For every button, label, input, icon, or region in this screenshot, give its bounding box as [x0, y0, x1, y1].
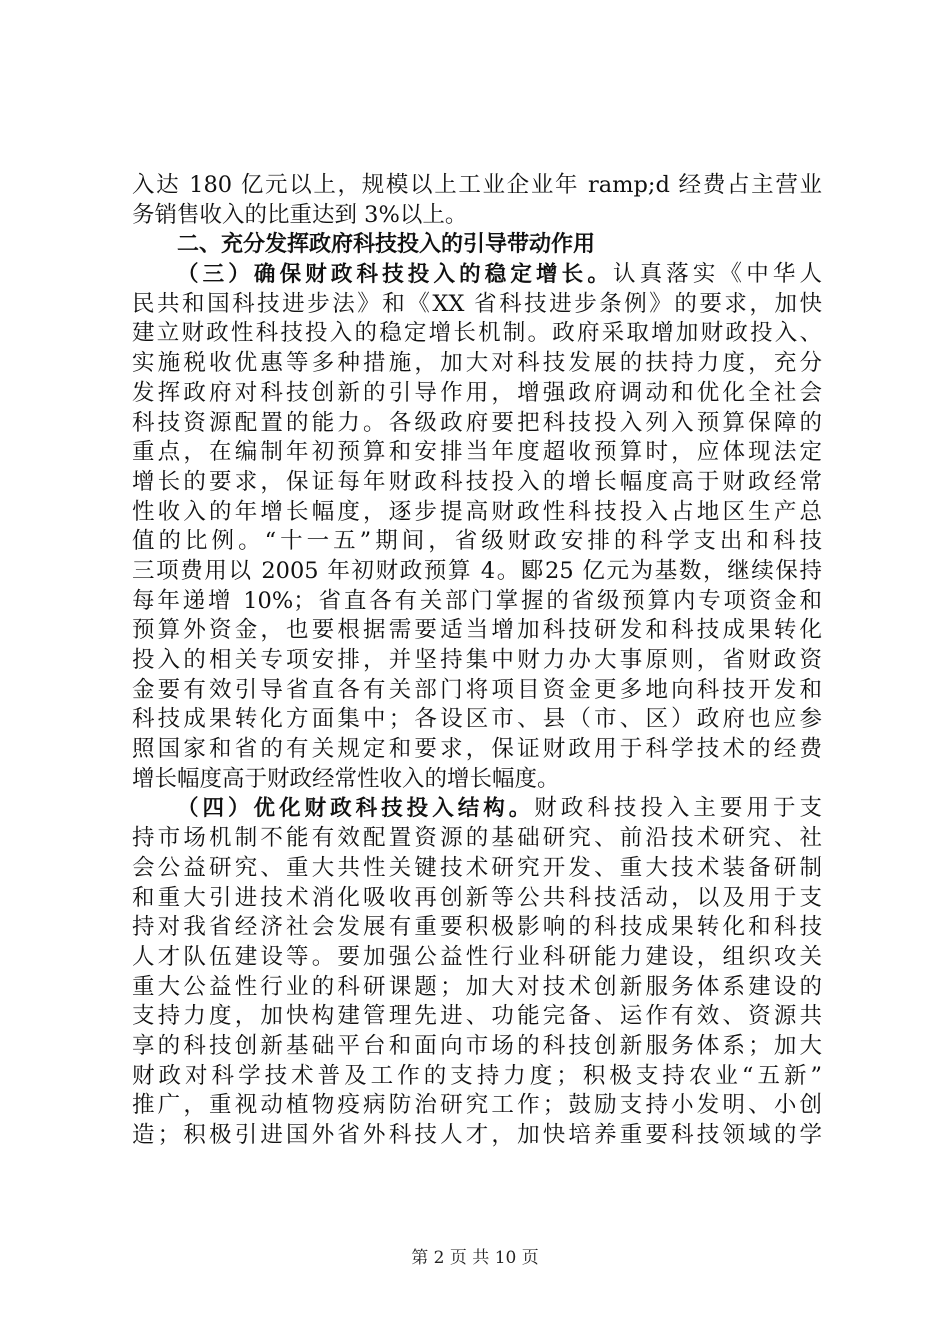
body-line: 金要有效引导省直各有关部门将项目资金更多地向科技开发和 — [132, 676, 822, 703]
body-line: 增长幅度高于财政经常性收入的增长幅度。 — [132, 765, 560, 792]
body-line: 支持力度，加快构建管理先进、功能完备、运作有效、资源共 — [132, 1003, 822, 1030]
body-line: 发挥政府对科技创新的引导作用，增强政府调动和优化全社会 — [132, 379, 822, 406]
paragraph-first-line — [132, 794, 822, 824]
body-line: 推广，重视动植物疫病防治研究工作；鼓励支持小发明、小创 — [132, 1092, 822, 1119]
body-line: 享的科技创新基础平台和面向市场的科技创新服务体系；加大 — [132, 1032, 822, 1059]
section-heading: 二、充分发挥政府科技投入的引导带动作用 — [177, 232, 596, 258]
body-line: 增长的要求，保证每年财政科技投入的增长幅度高于财政经常 — [132, 468, 822, 495]
paragraph-first-line — [132, 260, 822, 290]
paragraph-heading: （三）确保财政科技投入的稳定增长。 — [177, 262, 613, 288]
body-line: 建立财政性科技投入的稳定增长机制。政府采取增加财政投入、 — [132, 320, 822, 347]
body-line: 预算外资金，也要根据需要适当增加科技研发和科技成果转化 — [132, 617, 822, 644]
body-line: 入达 180 亿元以上，规模以上工业企业年 ramp;d 经费占主营业 — [132, 172, 822, 198]
body-line: 每年递增 10%；省直各有关部门掌握的省级预算内专项资金和 — [132, 587, 822, 614]
body-line: 照国家和省的有关规定和要求，保证财政用于科学技术的经费 — [132, 736, 822, 763]
body-line: 科技资源配置的能力。各级政府要把科技投入列入预算保障的 — [132, 409, 822, 436]
paragraph-text: 认真落实《中华人 — [612, 261, 822, 288]
body-line: 人才队伍建设等。要加强公益性行业科研能力建设，组织攻关 — [132, 943, 822, 970]
body-line: 财政对科学技术普及工作的支持力度；积极支持农业“五新” — [132, 1062, 822, 1089]
body-line: 性收入的年增长幅度，逐步提高财政性科技投入占地区生产总 — [132, 498, 822, 525]
body-line: 科技成果转化方面集中；各设区市、县（市、区）政府也应参 — [132, 706, 822, 733]
body-line: 投入的相关专项安排，并坚持集中财力办大事原则，省财政资 — [132, 647, 822, 673]
paragraph-text: 财政科技投入主要用于支 — [534, 795, 822, 822]
body-line: 务销售收入的比重达到 3%以上。 — [132, 201, 468, 228]
page-footer: 第 2 页 共 10 页 — [411, 1248, 539, 1268]
body-line: 和重大引进技术消化吸收再创新等公共科技活动，以及用于支 — [132, 884, 822, 911]
body-line: 值的比例。“十一五”期间，省级财政安排的科学支出和科技 — [132, 528, 822, 555]
body-line: 民共和国科技进步法》和《XX 省科技进步条例》的要求，加快 — [132, 290, 822, 317]
body-line: 持对我省经济社会发展有重要积极影响的科技成果转化和科技 — [132, 914, 822, 941]
body-line: 重点，在编制年初预算和安排当年度超收预算时，应体现法定 — [132, 439, 822, 466]
body-line: 造；积极引进国外省外科技人才，加快培养重要科技领域的学 — [132, 1122, 822, 1148]
body-line: 会公益研究、重大共性关键技术研究开发、重大技术装备研制 — [132, 854, 822, 881]
body-line: 持市场机制不能有效配置资源的基础研究、前沿技术研究、社 — [132, 825, 822, 852]
paragraph-heading: （四）优化财政科技投入结构。 — [177, 796, 535, 822]
body-line: 实施税收优惠等多种措施，加大对科技发展的扶持力度，充分 — [132, 350, 822, 377]
body-line: 重大公益性行业的科研课题；加大对技术创新服务体系建设的 — [132, 973, 822, 1000]
document-body — [132, 171, 822, 1151]
body-line: 三项费用以 2005 年初财政预算 4。郾25 亿元为基数，继续保持 — [132, 557, 822, 584]
